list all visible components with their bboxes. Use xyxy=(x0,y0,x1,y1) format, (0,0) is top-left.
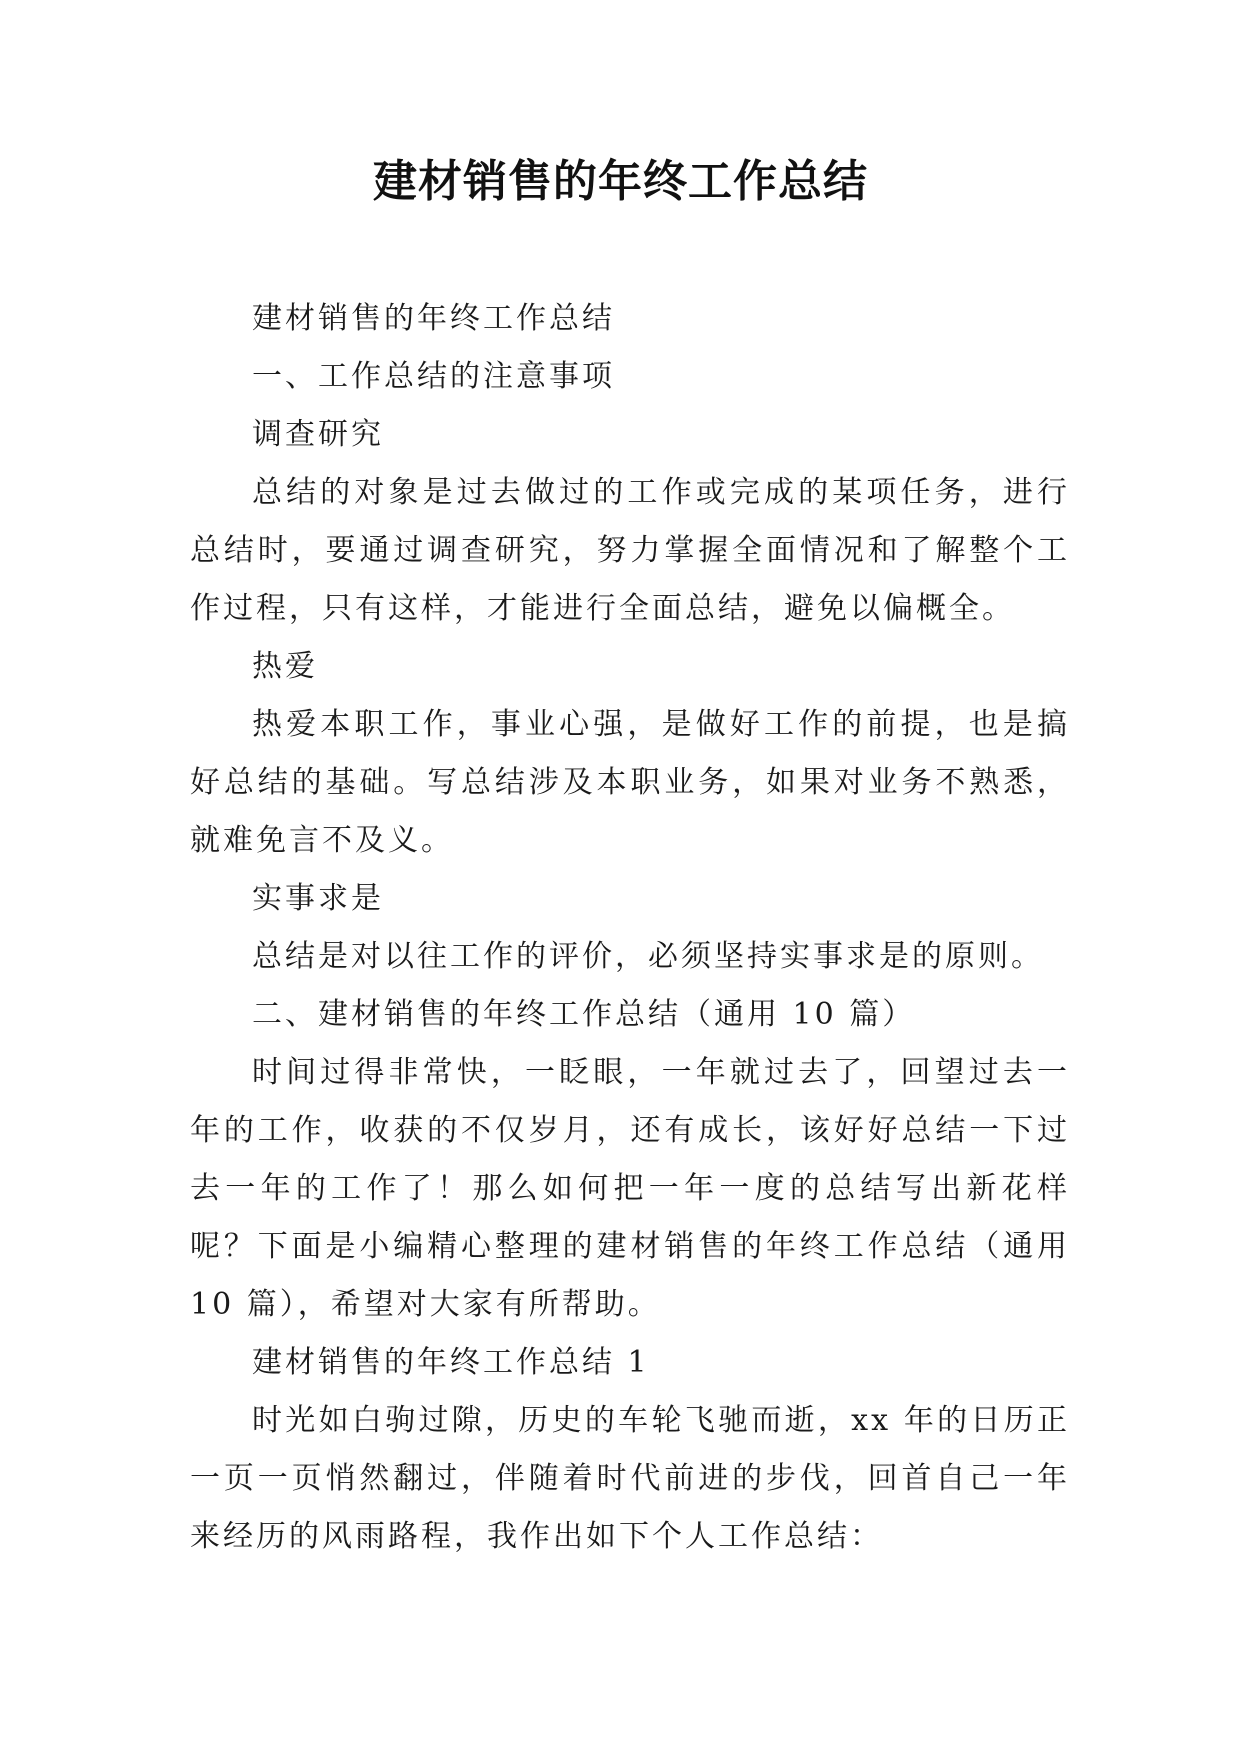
paragraph-facts: 总结是对以往工作的评价，必须坚持实事求是的原则。 xyxy=(252,939,1044,974)
subheading-facts: 实事求是 xyxy=(252,881,384,916)
paragraph-intro: 时间过得非常快，一眨眼，一年就过去了，回望过去一年的工作，收获的不仅岁月，还有成长，该好好总结一下过去一年的工作了！那么如何把一年一度的总结写出新花样呢？下面是小编精心整理的建材销售的年终工作总结（通用 10 篇），希望对大家有所帮助。 xyxy=(190,1055,1070,1322)
paragraph-research: 总结的对象是过去做过的工作或完成的某项任务，进行总结时，要通过调查研究，努力掌握全面情况和了解整个工作过程，只有这样，才能进行全面总结，避免以偏概全。 xyxy=(190,475,1070,626)
subheading-passion: 热爱 xyxy=(252,649,318,684)
article-heading-1: 建材销售的年终工作总结 1 xyxy=(252,1345,650,1380)
subheading-research: 调查研究 xyxy=(252,417,384,452)
section-heading-2: 二、建材销售的年终工作总结（通用 10 篇） xyxy=(252,997,916,1032)
paragraph-passion: 热爱本职工作，事业心强，是做好工作的前提，也是搞好总结的基础。写总结涉及本职业务，如果对业务不熟悉，就难免言不及义。 xyxy=(190,707,1070,858)
document-title: 建材销售的年终工作总结 xyxy=(373,156,868,207)
section-heading-1: 一、工作总结的注意事项 xyxy=(252,359,615,394)
paragraph-heading: 建材销售的年终工作总结 xyxy=(252,301,615,336)
paragraph-article-1: 时光如白驹过隙，历史的车轮飞驰而逝，xx 年的日历正一页一页悄然翻过，伴随着时代前进的步伐，回首自己一年来经历的风雨路程，我作出如下个人工作总结： xyxy=(190,1403,1070,1554)
document-body xyxy=(190,290,1070,1566)
